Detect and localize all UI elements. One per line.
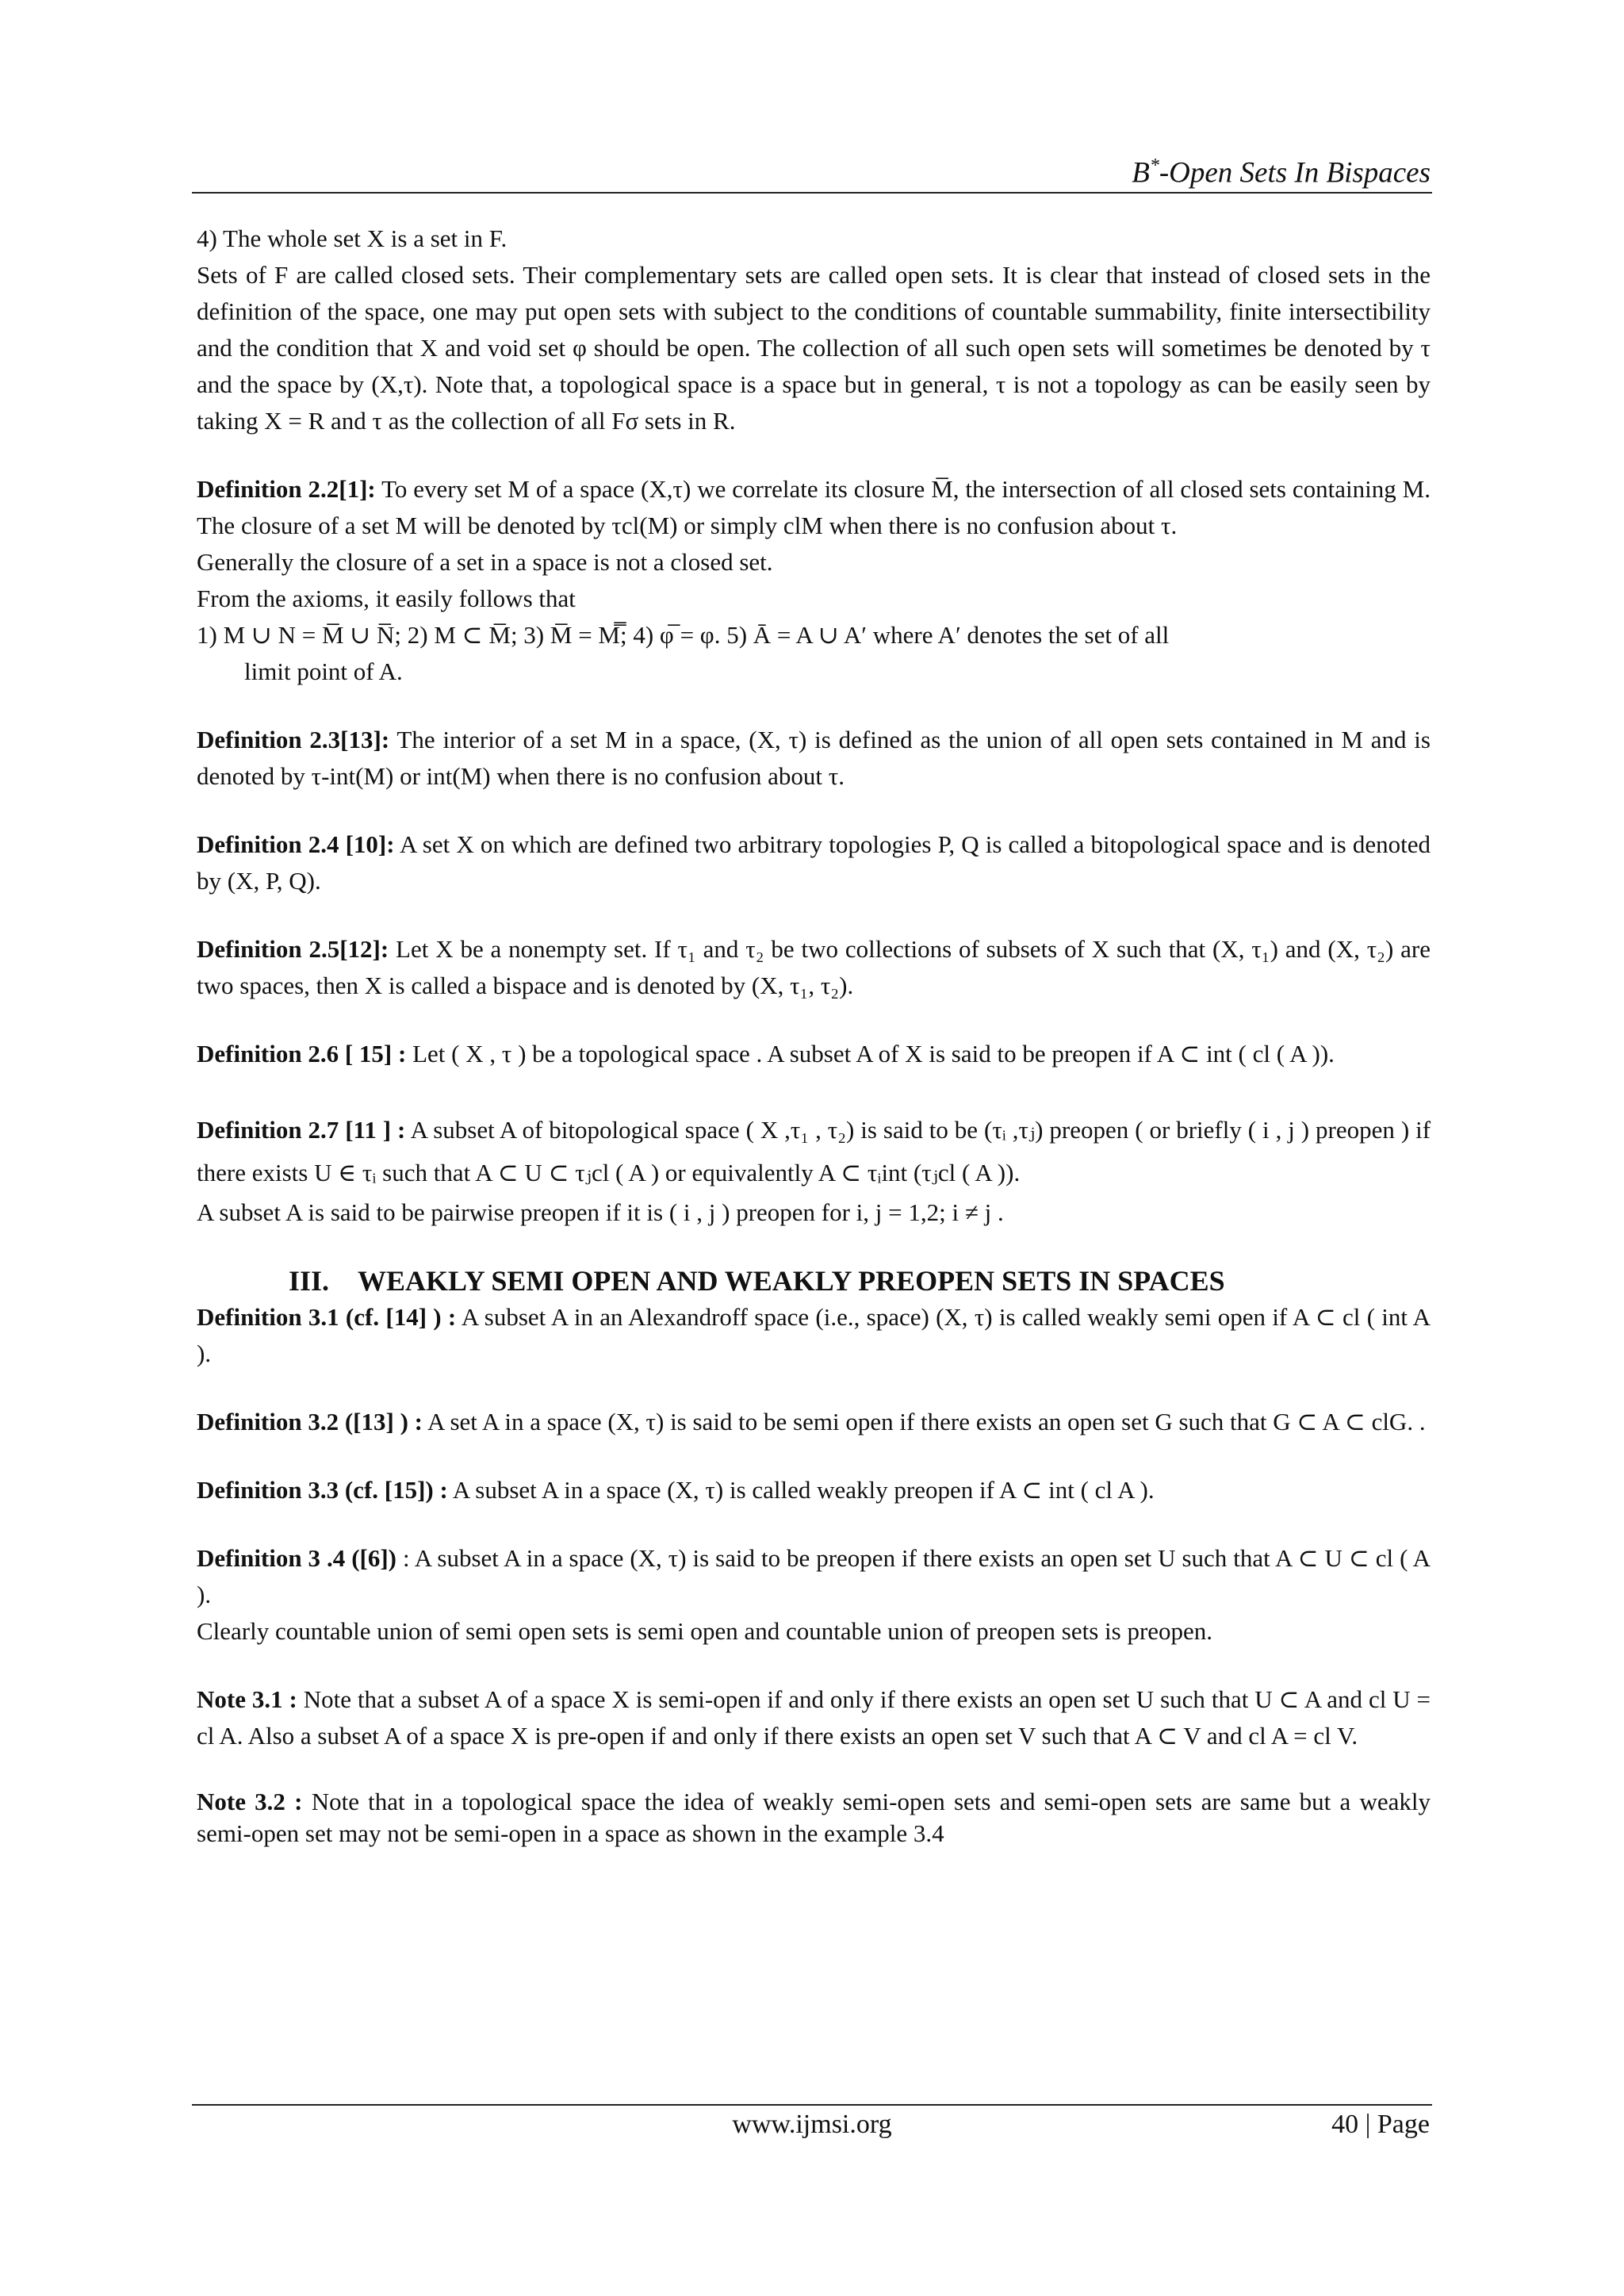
axiom-item-4: 4) The whole set X is a set in F. [197, 224, 508, 252]
definition-3-4: Definition 3 .4 ([6]) : A subset A in a space (X, τ) is said to be preopen if there exists an open set U such that A ⊂ U ⊂ cl ( A ). [197, 1544, 1431, 1608]
intro-paragraph: Sets of F are called closed sets. Their complementary sets are called open sets. It is clear that instead of closed sets in the definition of the space, one may put open sets with subject to the conditions of countable summability, finite intersectibility and the condition that X and void set φ should be open. The collection of all such open sets will sometimes be denoted by τ and the space by (X,τ). Note that, a topological space is a space but in general, τ is not a topology as can be easily seen by taking X = R and τ as the collection of all Fσ sets in R. [197, 261, 1431, 435]
definition-2-3: Definition 2.3[13]: The interior of a set M in a space, (X, τ) is defined as the union of all open sets contained in M and is denoted by τ-int(M) or int(M) when there is no confusion about τ. [197, 726, 1431, 790]
definition-3-1: Definition 3.1 (cf. [14] ) : A subset A in an Alexandroff space (i.e., space) (X, τ) is called weakly semi open if A ⊂ cl ( int A ). [197, 1303, 1431, 1367]
definition-label: Definition 2.2[1]: [197, 475, 376, 503]
section-heading: III. WEAKLY SEMI OPEN AND WEAKLY PREOPEN SETS IN SPACES [289, 1265, 1225, 1297]
closure-properties-cont: limit point of A. [244, 657, 403, 685]
definition-2-5: Definition 2.5[12]: Let X be a nonempty set. If τ₁ and τ₂ be two collections of subsets of X such that (X, τ₁) and (X, τ₂) are two spaces, then X is called a bispace and is denoted by (X, τ₁, τ₂). [197, 935, 1431, 999]
definition-3-2: Definition 3.2 ([13] ) : A set A in a space (X, τ) is said to be semi open if there exists an open set G such that G ⊂ A ⊂ clG. . [197, 1408, 1426, 1435]
footer-rule [192, 2104, 1432, 2106]
closure-properties-list: 1) M ∪ N = M̅ ∪ N̅; 2) M ⊂ M̅; 3) M̅ = M̿; 4) φ̅ = φ. 5) Ā = A ∪ A′ where A′ denotes the set of all [197, 621, 1170, 649]
footer-url: www.ijmsi.org [732, 2110, 892, 2139]
definition-2-7: Definition 2.7 [11 ] : A subset A of bitopological space ( X ,τ₁ , τ₂) is said to be (τᵢ ,τⱼ) preopen ( or briefly ( i , j ) preopen ) if there exists U ∈ τᵢ such that A ⊂ U ⊂ τⱼcl ( A ) or equivalently A ⊂ τᵢint (τⱼcl ( A )). [197, 1116, 1431, 1186]
header-rule [192, 192, 1432, 194]
definition-2-4: Definition 2.4 [10]: A set X on which are defined two arbitrary topologies P, Q is called a bitopological space and is denoted by (X, P, Q). [197, 830, 1431, 895]
note-3-1: Note 3.1 : Note that a subset A of a space X is semi-open if and only if there exists an open set U such that U ⊂ A and cl U = cl A. Also a subset A of a space X is pre-open if and only if there exists an open set V such that A ⊂ V and cl A = cl V. [197, 1685, 1431, 1750]
definition-3-3: Definition 3.3 (cf. [15]) : A subset A in a space (X, τ) is called weakly preopen if A ⊂ int ( cl A ). [197, 1476, 1155, 1504]
closure-note: Generally the closure of a set in a space is not a closed set. [197, 548, 773, 576]
note-3-2: Note 3.2 : Note that in a topological space the idea of weakly semi-open sets and semi-open sets are same but a weakly semi-open set may not be semi-open in a space as shown in the example 3.4 [197, 1788, 1431, 1847]
page-number: 40 | Page [1331, 2110, 1430, 2139]
definition-2-6: Definition 2.6 [ 15] : Let ( X , τ ) be a topological space . A subset A of X is said to be preopen if A ⊂ int ( cl ( A )). [197, 1040, 1335, 1068]
running-header: B*-Open Sets In Bispaces [1132, 155, 1431, 190]
countable-union-note: Clearly countable union of semi open sets is semi open and countable union of preopen sets is preopen. [197, 1617, 1213, 1645]
definition-2-2: Definition 2.2[1]: To every set M of a space (X,τ) we correlate its closure M̅, the intersection of all closed sets containing M. The closure of a set M will be denoted by τcl(M) or simply clM when there is no confusion about τ. [197, 475, 1431, 539]
pairwise-preopen: A subset A is said to be pairwise preopen if it is ( i , j ) preopen for i, j = 1,2; i ≠ j . [197, 1198, 1004, 1226]
axioms-intro: From the axioms, it easily follows that [197, 585, 576, 612]
page-body [197, 220, 1431, 1849]
